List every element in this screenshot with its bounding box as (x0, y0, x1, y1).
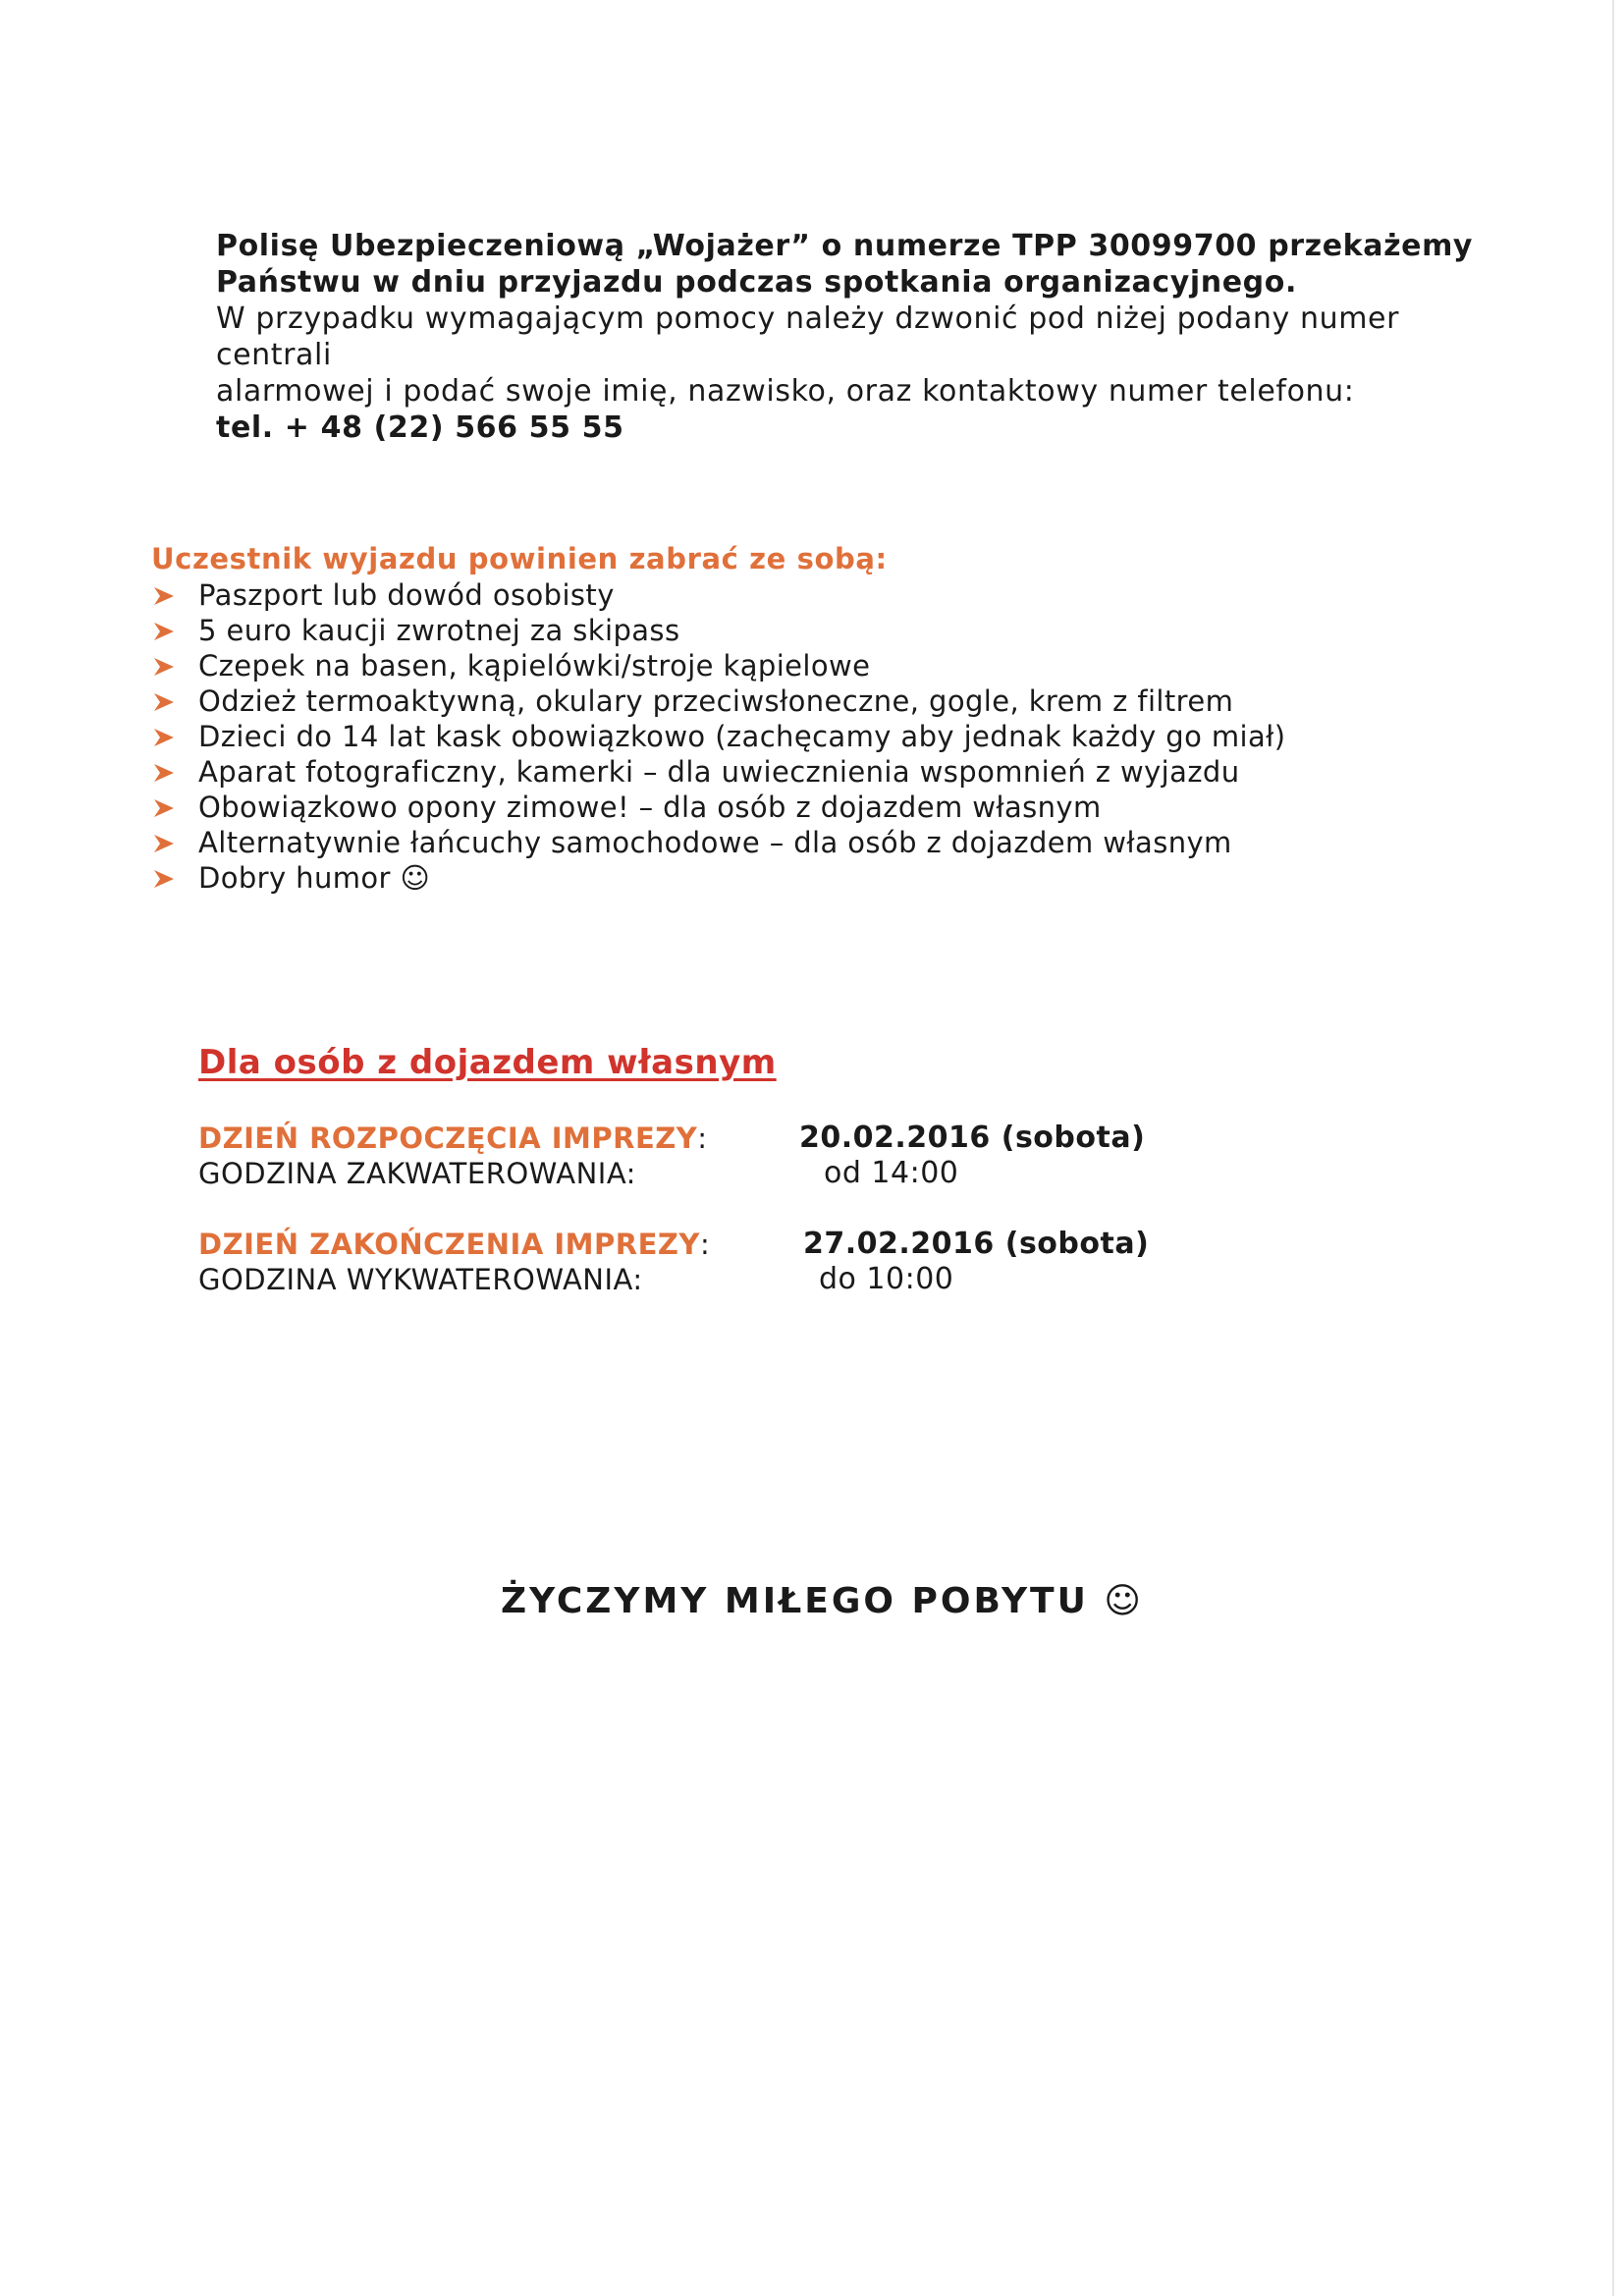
insurance-line-3: W przypadku wymagającym pomocy należy dzwonić pod niżej podany numer centrali (216, 301, 1400, 372)
own-transport-title: Dla osób z dojazdem własnym (198, 1043, 777, 1082)
packing-list-title: Uczestnik wyjazdu powinien zabrać ze sobą: (151, 542, 888, 575)
end-day-label (198, 1228, 710, 1261)
list-item (151, 648, 1286, 683)
arrow-bullet-icon (153, 622, 175, 641)
list-item-text: Aparat fotograficzny, kamerki – dla uwiecznienia wspomnień z wyjazdu (198, 755, 1240, 789)
list-item (151, 719, 1286, 754)
closing-wish: ŻYCZYMY MIŁEGO POBYTU ☺ (501, 1581, 1144, 1621)
insurance-line-4: alarmowej i podać swoje imię, nazwisko, oraz kontaktowy numer telefonu: (216, 374, 1355, 409)
arrow-bullet-icon (153, 586, 175, 606)
list-item (151, 790, 1286, 825)
emergency-phone: tel. + 48 (22) 566 55 55 (216, 410, 624, 445)
start-day-label (198, 1121, 708, 1155)
list-item (151, 683, 1286, 719)
list-item-text: 5 euro kaucji zwrotnej za skipass (198, 614, 680, 647)
list-item-text: Dobry humor ☺ (198, 861, 431, 895)
insurance-line-2: Państwu w dniu przyjazdu podczas spotkania organizacyjnego. (216, 265, 1297, 300)
arrow-bullet-icon (153, 763, 175, 783)
packing-list (151, 577, 1286, 896)
insurance-info (216, 228, 1492, 446)
list-item-text: Dzieci do 14 lat kask obowiązkowo (zachęcamy aby jednak każdy go miał) (198, 720, 1286, 753)
arrow-bullet-icon (153, 728, 175, 747)
list-item-text: Obowiązkowo opony zimowe! – dla osób z dojazdem własnym (198, 791, 1102, 824)
start-date: 20.02.2016 (sobota) (799, 1121, 1146, 1155)
list-item-text: Czepek na basen, kąpielówki/stroje kąpielowe (198, 649, 871, 683)
list-item-text: Odzież termoaktywną, okulary przeciwsłoneczne, gogle, krem z filtrem (198, 684, 1234, 718)
arrow-bullet-icon (153, 834, 175, 853)
arrow-bullet-icon (153, 692, 175, 712)
list-item (151, 860, 1286, 896)
list-item (151, 825, 1286, 860)
end-day-colon: : (699, 1228, 711, 1261)
list-item-text: Alternatywnie łańcuchy samochodowe – dla osób z dojazdem własnym (198, 826, 1232, 859)
list-item (151, 754, 1286, 790)
page-edge-line (1612, 0, 1614, 2296)
end-day-label-text: DZIEŃ ZAKOŃCZENIA IMPREZY (198, 1228, 700, 1261)
list-item (151, 613, 1286, 648)
start-day-label-text: DZIEŃ ROZPOCZĘCIA IMPREZY (198, 1121, 698, 1155)
arrow-bullet-icon (153, 657, 175, 677)
start-day-colon: : (697, 1121, 708, 1155)
list-item (151, 577, 1286, 613)
checkin-time: od 14:00 (824, 1156, 959, 1190)
arrow-bullet-icon (153, 869, 175, 889)
end-date: 27.02.2016 (sobota) (803, 1227, 1150, 1261)
checkout-label: GODZINA WYKWATEROWANIA: (198, 1263, 643, 1296)
insurance-line-1: Polisę Ubezpieczeniową „Wojażer” o numerze TPP 30099700 przekażemy (216, 229, 1474, 263)
checkout-time: do 10:00 (819, 1262, 954, 1296)
list-item-text: Paszport lub dowód osobisty (198, 578, 615, 612)
arrow-bullet-icon (153, 798, 175, 818)
checkin-label: GODZINA ZAKWATEROWANIA: (198, 1157, 636, 1190)
